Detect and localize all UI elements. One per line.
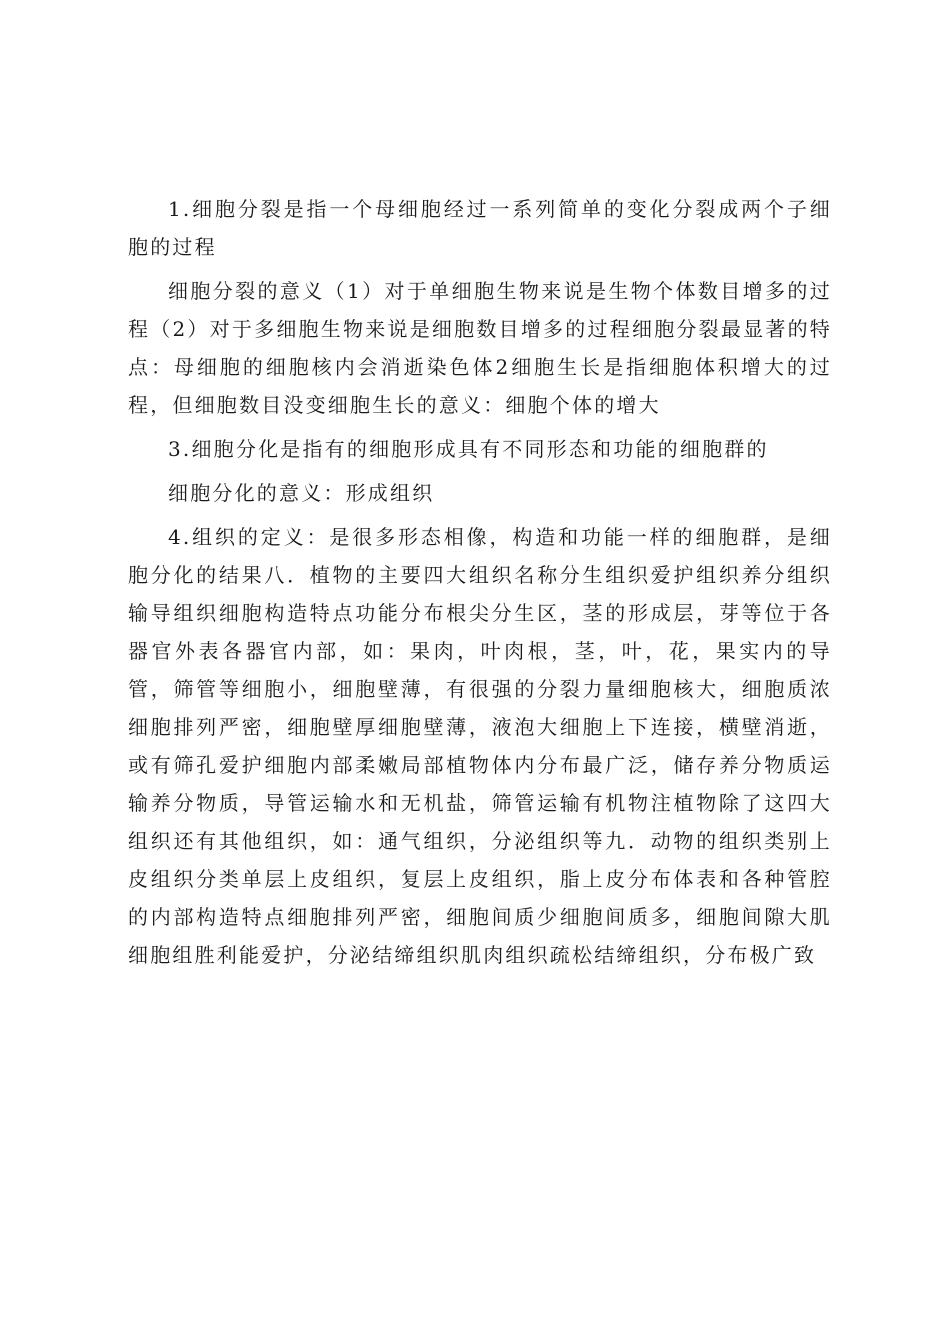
paragraph-differentiation-significance: 细胞分化的意义：形成组织 [168, 481, 435, 505]
paragraph-cell-division-significance: 细胞分裂的意义（1）对于单细胞生物来说是生物个体数目增多的过程（2）对于多细胞生物来说是细胞数目增多的过程细胞分裂最显著的特点：母细胞的细胞核内会消逝染色体2细胞生长是指细胞体积增大的过程，但细胞数目没变细胞生长的意义：细胞个体的增大 [128, 279, 832, 417]
paragraph-cell-differentiation: 3.细胞分化是指有的细胞形成具有不同形态和功能的细胞群的 [168, 437, 769, 461]
paragraph-tissue-definition: 4.组织的定义：是很多形态相像，构造和功能一样的细胞群，是细胞分化的结果八．植物的主要四大组织名称分生组织爱护组织养分组织输导组织细胞构造特点功能分布根尖分生区，茎的形成层，芽等位于各器官外表各器官内部，如：果肉，叶肉根，茎，叶，花，果实内的导管，筛管等细胞小，细胞壁薄，有很强的分裂力量细胞核大，细胞质浓细胞排列严密，细胞壁厚细胞壁薄，液泡大细胞上下连接，横壁消逝，或有筛孔爱护细胞内部柔嫩局部植物体内分布最广泛，储存养分物质运输养分物质，导管运输水和无机盐，筛管运输有机物注植物除了这四大组织还有其他组织，如：通气组织，分泌组织等九．动物的组织类别上皮组织分类单层上皮组织，复层上皮组织，脂上皮分布体表和各种管腔的内部构造特点细胞排列严密，细胞间质少细胞间质多，细胞间隙大肌细胞组胜利能爱护，分泌结缔组织肌肉组织疏松结缔组织，分布极广致 [128, 525, 832, 967]
paragraph-cell-division: 1.细胞分裂是指一个母细胞经过一系列简单的变化分裂成两个子细胞的过程 [128, 197, 832, 259]
